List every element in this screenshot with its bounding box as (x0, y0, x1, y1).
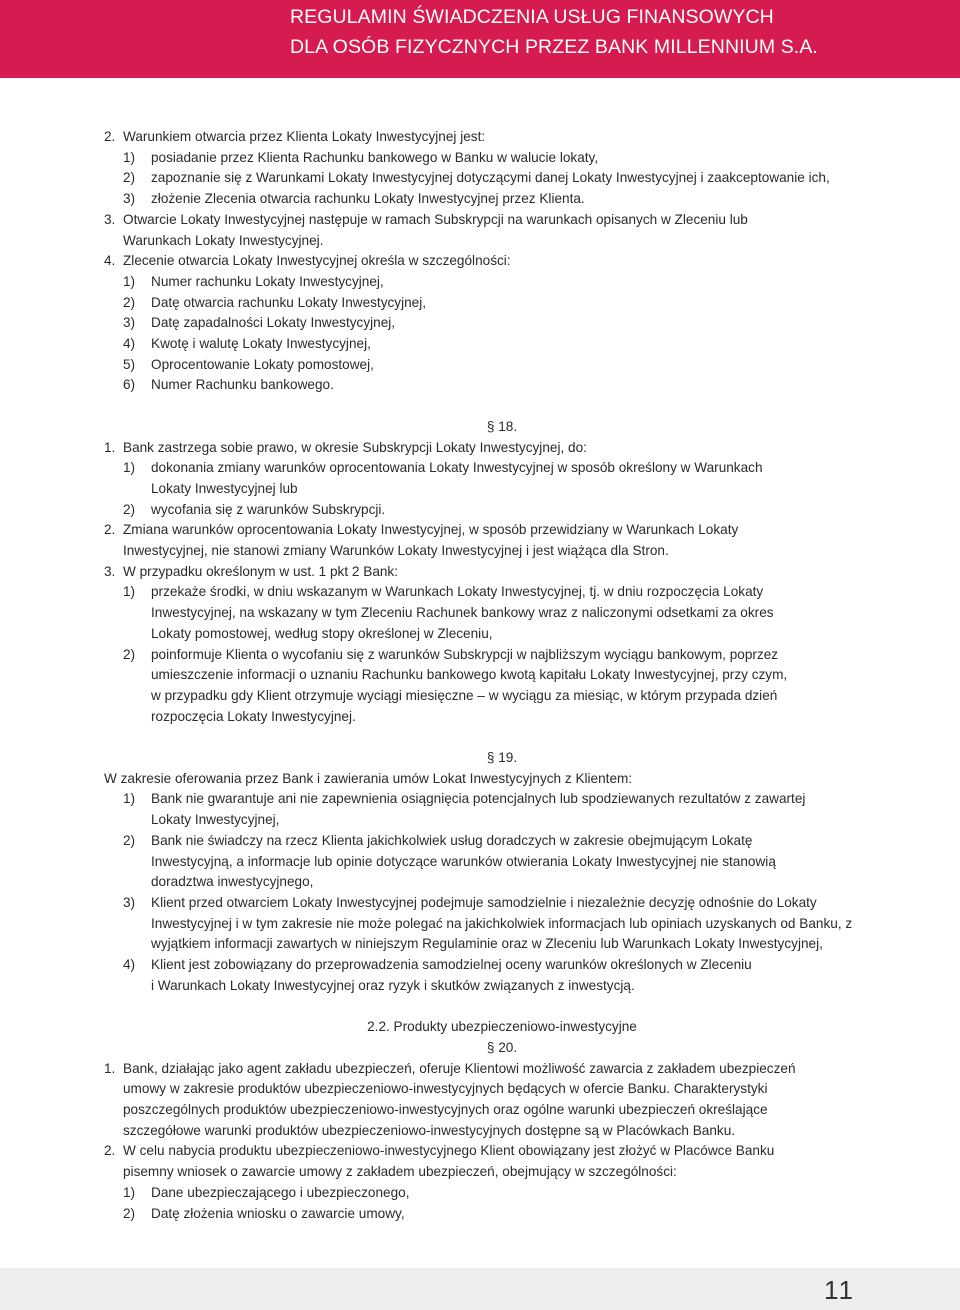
clause-number: 3. (104, 563, 116, 579)
list-item (104, 1204, 860, 1225)
item-text: Klient przed otwarciem Lokaty Inwestycyjnej podejmuje samodzielnie i niezależnie decyzję odnośnie do Lokaty (151, 894, 817, 910)
item-text: Datę zapadalności Lokaty Inwestycyjnej, (151, 315, 396, 331)
clause-number: 2. (104, 522, 116, 538)
item-number: 2) (123, 170, 136, 186)
item-number: 2) (123, 1205, 136, 1221)
clause-line (104, 210, 860, 231)
item-number: 1) (123, 149, 136, 165)
clause-continuation: umowy w zakresie produktów ubezpieczeniowo-inwestycyjnych będących w ofercie Banku. Charakterystyki (123, 1081, 768, 1097)
item-number: 2) (123, 646, 136, 662)
item-text: Numer Rachunku bankowego. (151, 377, 334, 393)
list-item (104, 334, 860, 355)
item-text: zapoznanie się z Warunkami Lokaty Inwestycyjnej dotyczącymi danej Lokaty Inwestycyjnej i zaakceptowanie ich, (151, 170, 830, 186)
list-item (104, 789, 860, 810)
item-number: 6) (123, 377, 136, 393)
item-text: Bank nie świadczy na rzecz Klienta jakichkolwiek usług doradczych w zakresie obejmującym Lokatę (151, 832, 753, 848)
item-continuation: w przypadku gdy Klient otrzymuje wyciągi miesięczne – w wyciągu za miesiąc, w którym przypada dzień (151, 687, 778, 703)
list-item (104, 1183, 860, 1204)
item-continuation: Inwestycyjnej i w tym zakresie nie może polegać na jakichkolwiek informacjach lub opiniach uzyskanych od Banku, z (151, 915, 853, 931)
page-number: 11 (824, 1275, 855, 1305)
item-number: 2) (123, 294, 136, 310)
item-text: Oprocentowanie Lokaty pomostowej, (151, 356, 374, 372)
list-item (104, 375, 860, 396)
clause-text: Otwarcie Lokaty Inwestycyjnej następuje w ramach Subskrypcji na warunkach opisanych w Zleceniu lub (123, 211, 748, 227)
list-item (104, 313, 860, 334)
section-mark-19: § 19. (486, 750, 518, 766)
item-number: 2) (123, 832, 136, 848)
list-item (104, 893, 860, 914)
clause-continuation: szczegółowe warunki produktów ubezpieczeniowo-inwestycyjnych dostępne są w Placówkach Banku. (123, 1122, 736, 1138)
clause-line: W zakresie oferowania przez Bank i zawierania umów Lokat Inwestycyjnych z Klientem: (104, 770, 633, 786)
item-text: przekaże środki, w dniu wskazanym w Warunkach Lokaty Inwestycyjnej, tj. w dniu rozpoczęcia Lokaty (151, 584, 764, 600)
list-item (104, 272, 860, 293)
list-item (104, 645, 860, 666)
list-item (104, 955, 860, 976)
item-continuation: Inwestycyjną, a informacje lub opinie dotyczące warunków otwierania Lokaty Inwestycyjnej nie stanowią (151, 853, 776, 869)
item-text: poinformuje Klienta o wycofaniu się z warunków Subskrypcji w najbliższym wyciągu bankowym, poprzez (151, 646, 779, 662)
item-number: 1) (123, 460, 136, 476)
list-item (104, 831, 860, 852)
clause-line (104, 1141, 860, 1162)
clause-line (104, 438, 860, 459)
footer-band (0, 1268, 960, 1310)
item-text: złożenie Zlecenia otwarcia rachunku Lokaty Inwestycyjnej przez Klienta. (151, 191, 585, 207)
item-number: 1) (123, 273, 136, 289)
item-continuation: wyjątkiem informacji zawartych w niniejszym Regulaminie oraz w Zleceniu lub Warunkach Lokaty Inwestycyjnej, (151, 936, 823, 952)
item-continuation: i Warunkach Lokaty Inwestycyjnej oraz ryzyk i skutków związanych z inwestycją. (151, 977, 635, 993)
title-line-1: REGULAMIN ŚWIADCZENIA USŁUG FINANSOWYCH (290, 6, 774, 28)
clause-text: W celu nabycia produktu ubezpieczeniowo-inwestycyjnego Klient obowiązany jest złożyć w Placówce Banku (123, 1143, 775, 1159)
item-number: 1) (123, 584, 136, 600)
item-text: dokonania zmiany warunków oprocentowania Lokaty Inwestycyjnej w sposób określony w Warunkach (151, 460, 763, 476)
clause-line (104, 127, 860, 148)
list-item (104, 293, 860, 314)
item-number: 5) (123, 356, 136, 372)
item-text: wycofania się z warunków Subskrypcji. (151, 501, 386, 517)
item-text: Klient jest zobowiązany do przeprowadzenia samodzielnej oceny warunków określonych w Zleceniu (151, 957, 752, 973)
clause-continuation: Warunkach Lokaty Inwestycyjnej. (123, 232, 324, 248)
clause-continuation: poszczególnych produktów ubezpieczeniowo-inwestycyjnych oraz ogólne warunki ubezpieczeń określające (123, 1102, 768, 1117)
clause-line (104, 562, 860, 583)
list-item (104, 168, 860, 189)
item-number: 4) (123, 336, 136, 352)
list-item (104, 148, 860, 169)
clause-text: W przypadku określonym w ust. 1 pkt 2 Bank: (123, 563, 399, 579)
item-number: 1) (123, 1184, 136, 1200)
clause-continuation: pisemny wniosek o zawarcie umowy z zakładem ubezpieczeń, obejmujący w szczególności: (123, 1164, 677, 1180)
item-continuation: doradztwa inwestycyjnego, (151, 874, 314, 890)
list-item (104, 189, 860, 210)
item-number: 1) (123, 791, 136, 807)
list-item (104, 500, 860, 521)
clause-number: 2. (104, 129, 116, 144)
item-number: 3) (123, 315, 136, 331)
item-text: Numer rachunku Lokaty Inwestycyjnej, (151, 273, 384, 289)
item-text: Datę otwarcia rachunku Lokaty Inwestycyjnej, (151, 294, 427, 310)
item-continuation: Inwestycyjnej, na wskazany w tym Zleceniu Rachunek bankowy wraz z naliczonymi odsetkami za okres (151, 605, 774, 621)
section-mark-18: § 18. (486, 418, 518, 434)
clause-text: Bank zastrzega sobie prawo, w okresie Subskrypcji Lokaty Inwestycyjnej, do: (123, 439, 587, 455)
clause-text: Warunkiem otwarcia przez Klienta Lokaty Inwestycyjnej jest: (123, 129, 486, 144)
item-continuation: Lokaty Inwestycyjnej lub (151, 480, 298, 496)
list-item (104, 458, 860, 479)
list-item (104, 582, 860, 603)
clause-number: 2. (104, 1143, 116, 1159)
clause-line (104, 251, 860, 272)
item-text: posiadanie przez Klienta Rachunku bankowego w Banku w walucie lokaty, (151, 149, 599, 165)
item-number: 3) (123, 894, 136, 910)
clause-continuation: Inwestycyjnej, nie stanowi zmiany Warunków Lokaty Inwestycyjnej i jest wiążąca dla Stron. (123, 543, 669, 559)
item-text: Datę złożenia wniosku o zawarcie umowy, (151, 1205, 405, 1221)
item-text: Bank nie gwarantuje ani nie zapewnienia osiągnięcia potencjalnych lub spodziewanych rezultatów z zawartej (151, 791, 806, 807)
clause-number: 3. (104, 211, 116, 227)
title-line-2: DLA OSÓB FIZYCZNYCH PRZEZ BANK MILLENNIUM S.A. (290, 36, 818, 58)
item-number: 2) (123, 501, 136, 517)
section-heading-2-2: 2.2. Produkty ubezpieczeniowo-inwestycyjne (367, 1019, 637, 1035)
clause-text: Zlecenie otwarcia Lokaty Inwestycyjnej określa w szczególności: (123, 253, 511, 269)
section-mark-20: § 20. (486, 1039, 518, 1055)
list-item (104, 355, 860, 376)
item-number: 4) (123, 957, 136, 973)
document-header-band (0, 0, 960, 78)
clause-text: Bank, działając jako agent zakładu ubezpieczeń, oferuje Klientowi możliwość zawarcia z zakładem ubezpieczeń (123, 1060, 796, 1076)
clause-number: 4. (104, 253, 116, 269)
item-continuation: Lokaty pomostowej, według stopy określonej w Zleceniu, (151, 625, 493, 641)
item-text: Kwotę i walutę Lokaty Inwestycyjnej, (151, 336, 371, 352)
item-continuation: Lokaty Inwestycyjnej, (151, 812, 280, 828)
clause-line (104, 520, 860, 541)
item-continuation: rozpoczęcia Lokaty Inwestycyjnej. (151, 708, 356, 724)
clause-number: 1. (104, 439, 116, 455)
document-body (104, 127, 860, 1224)
item-continuation: umieszczenie informacji o uznaniu Rachunku bankowego kwotą kapitału Lokaty Inwestycyjnej, przy czym, (151, 667, 788, 683)
document-title (290, 2, 950, 62)
clause-number: 1. (104, 1060, 116, 1076)
item-number: 3) (123, 191, 136, 207)
clause-text: Zmiana warunków oprocentowania Lokaty Inwestycyjnej, w sposób przewidziany w Warunkach Lokaty (123, 522, 739, 538)
clause-line (104, 1059, 860, 1080)
item-text: Dane ubezpieczającego i ubezpieczonego, (151, 1184, 410, 1200)
